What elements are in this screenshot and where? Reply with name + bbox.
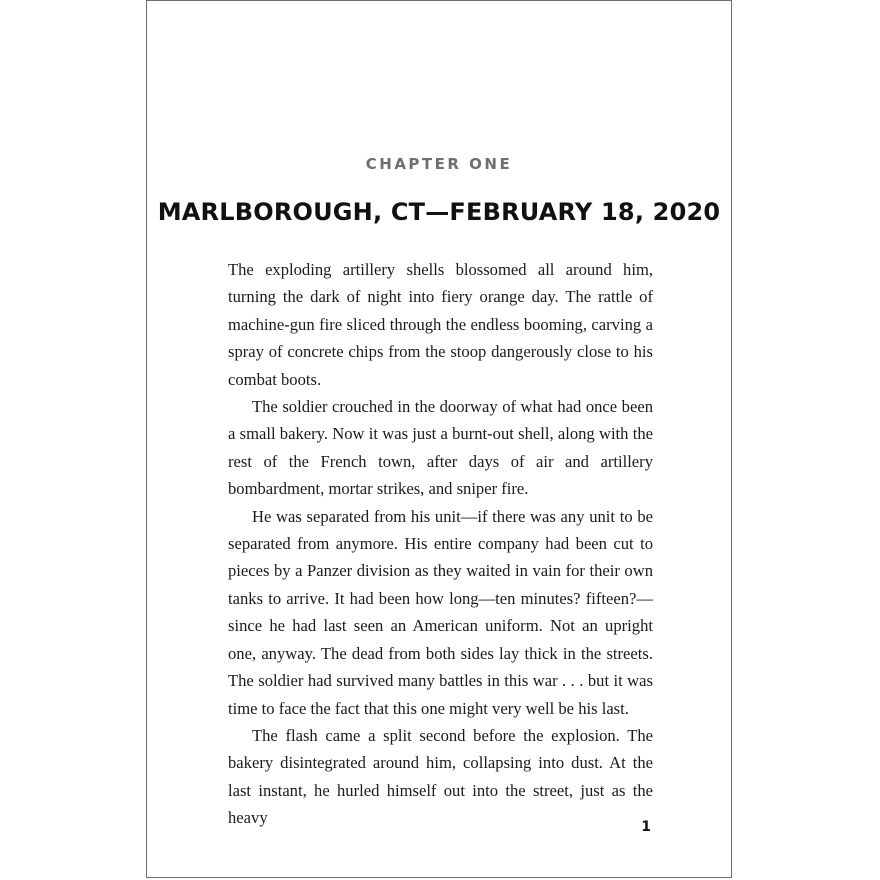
page-number: 1	[641, 819, 651, 835]
body-text	[228, 256, 653, 832]
paragraph: The soldier crouched in the doorway of what had once been a small bakery. Now it was just a burnt-out shell, along with the rest of the French town, after days of air and artillery bombardment, mortar strikes, and sniper fire.	[228, 397, 653, 499]
chapter-title: MARLBOROUGH, CT—FEBRUARY 18, 2020	[157, 198, 721, 226]
paragraph: The flash came a split second before the explosion. The bakery disintegrated around him, collapsing into dust. At the last instant, he hurled himself out into the street, just as the heavy	[228, 725, 653, 828]
chapter-label: CHAPTER ONE	[365, 155, 513, 173]
book-page	[146, 0, 732, 878]
paragraph: He was separated from his unit—if there was any unit to be separated from anymore. His entire company had been cut to pieces by a Panzer division as they waited in vain for their own tanks to arrive. It had been how long—ten minutes? fifteen?—since he had last seen an American uniform. Not an upright one, anyway. The dead from both sides lay thick in the streets. The soldier had survived many battles in this war . . . but it was time to face the fact that this one might very well be his last.	[228, 506, 653, 718]
paragraph: The exploding artillery shells blossomed all around him, turning the dark of night into fiery orange day. The rattle of machine-gun fire sliced through the endless booming, carving a spray of concrete chips from the stoop dangerously close to his combat boots.	[228, 260, 653, 389]
